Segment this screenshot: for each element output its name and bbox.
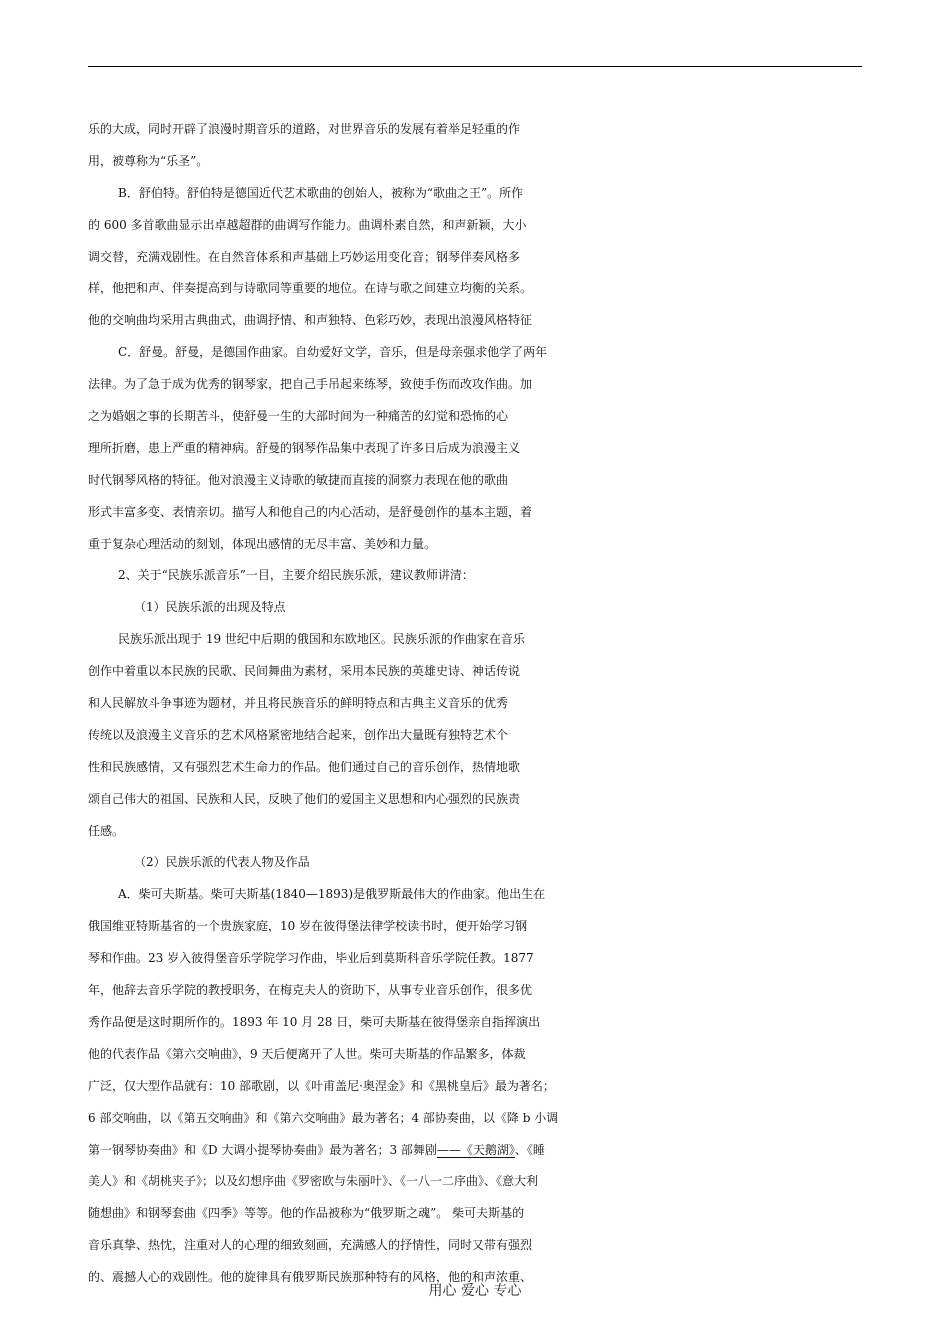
text-line: 6 部交响曲，以《第五交响曲》和《第六交响曲》最为著名；4 部协奏曲，以《降 b 小调 [88, 1110, 559, 1125]
text-line: 他的交响曲均采用古典曲式，曲调抒情、和声独特、色彩巧妙，表现出浪漫风格特征 [88, 313, 533, 328]
text-line: 之为婚姻之事的长期苦斗，使舒曼一生的大部时间为一种痛苦的幻觉和恐怖的心 [88, 409, 509, 424]
text-line: 的、震撼人心的戏剧性。他的旋律具有俄罗斯民族那种特有的风格，他的和声浓重、 [88, 1270, 533, 1285]
text-line: C．舒曼。舒曼，是德国作曲家。自幼爱好文学，音乐，但是母亲强求他学了两年 [118, 345, 548, 360]
document-body [88, 114, 868, 1294]
text-line: 美人》和《胡桃夹子》；以及幻想序曲《罗密欧与朱丽叶》、《一八一二序曲》、《意大利 [88, 1174, 539, 1189]
text-line: 年，他辞去音乐学院的教授职务，在梅克夫人的资助下，从事专业音乐创作，很多优 [88, 983, 533, 998]
text-line: 任感。 [88, 823, 125, 838]
text-line: 调交替，充满戏剧性。在自然音体系和声基础上巧妙运用变化音；钢琴伴奏风格多 [88, 249, 521, 264]
text-line: 和人民解放斗争事迹为题材，并且将民族音乐的鲜明特点和古典主义音乐的优秀 [88, 696, 509, 711]
text-line: 性和民族感情，又有强烈艺术生命力的作品。他们通过自己的音乐创作，热情地歌 [88, 759, 521, 774]
underlined-title: ——《天鹅湖》 [436, 1142, 515, 1157]
text-line: 广泛，仅大型作品就有：10 部歌剧，以《叶甫盖尼·奥涅金》和《黑桃皇后》最为著名； [88, 1078, 555, 1093]
text-line: 创作中着重以本民族的民歌、民间舞曲为素材，采用本民族的英雄史诗、神话传说 [88, 664, 521, 679]
text-line: 俄国维亚特斯基省的一个贵族家庭，10 岁在彼得堡法律学校读书时，便开始学习钢 [88, 919, 528, 934]
text-line: 形式丰富多变、表情亲切。描写人和他自己的内心活动，是舒曼创作的基本主题，着 [88, 504, 533, 519]
text-line: 民族乐派出现于 19 世纪中后期的俄国和东欧地区。民族乐派的作曲家在音乐 [118, 632, 525, 647]
text-line: 的 600 多首歌曲显示出卓越超群的曲调写作能力。曲调朴素自然，和声新颖，大小 [88, 217, 527, 232]
text-line: 他的代表作品《第六交响曲》，9 天后便离开了人世。柴可夫斯基的作品繁多，体裁 [88, 1046, 526, 1061]
text-line: 传统以及浪漫主义音乐的艺术风格紧密地结合起来，创作出大量既有独特艺术个 [88, 727, 509, 742]
header-rule [88, 66, 862, 67]
text-line: 用，被尊称为“乐圣”。 [88, 153, 209, 168]
section-heading: （2）民族乐派的代表人物及作品 [134, 855, 310, 870]
text-line: B．舒伯特。舒伯特是德国近代艺术歌曲的创始人，被称为“歌曲之王”。所作 [118, 185, 524, 200]
text-line: 音乐真挚、热忱，注重对人的心理的细致刻画，充满感人的抒情性，同时又带有强烈 [88, 1238, 533, 1253]
text-line: A．柴可夫斯基。柴可夫斯基(1840—1893)是俄罗斯最伟大的作曲家。他出生在 [118, 887, 546, 902]
text-line: 秀作品便是这时期所作的。1893 年 10 月 28 日，柴可夫斯基在彼得堡亲自指挥演出 [88, 1014, 541, 1029]
text-line: 理所折磨，患上严重的精神病。舒曼的钢琴作品集中表现了许多日后成为浪漫主义 [88, 440, 521, 455]
text-line: 颂自己伟大的祖国、民族和人民，反映了他们的爱国主义思想和内心强烈的民族责 [88, 791, 521, 806]
page-footer: 用心 爱心 专心 [428, 1283, 522, 1299]
text-line: 样，他把和声、伴奏提高到与诗歌同等重要的地位。在诗与歌之间建立均衡的关系。 [88, 281, 533, 296]
text-line: 重于复杂心理活动的刻划，体现出感情的无尽丰富、美妙和力量。 [88, 536, 437, 551]
text-line: 琴和作曲。23 岁入彼得堡音乐学院学习作曲，毕业后到莫斯科音乐学院任教。1877 [88, 951, 534, 966]
text-line: 法律。为了急于成为优秀的钢琴家，把自己手吊起来练琴，致使手伤而改攻作曲。加 [88, 377, 533, 392]
text-line-underlined: 第一钢琴协奏曲》和《D 大调小提琴协奏曲》最为著名；3 部舞剧——《天鹅湖》、《睡 [88, 1142, 545, 1157]
text-line: 乐的大成，同时开辟了浪漫时期音乐的道路，对世界音乐的发展有着举足轻重的作 [88, 122, 521, 136]
text-line: 2、关于“民族乐派音乐”一目，主要介绍民族乐派，建议教师讲清： [118, 568, 474, 583]
section-heading: （1）民族乐派的出现及特点 [134, 600, 286, 615]
text-line: 时代钢琴风格的特征。他对浪漫主义诗歌的敏捷而直接的洞察力表现在他的歌曲 [88, 472, 509, 487]
text-line: 随想曲》和钢琴套曲《四季》等等。他的作品被称为“俄罗斯之魂”。 柴可夫斯基的 [88, 1206, 525, 1221]
